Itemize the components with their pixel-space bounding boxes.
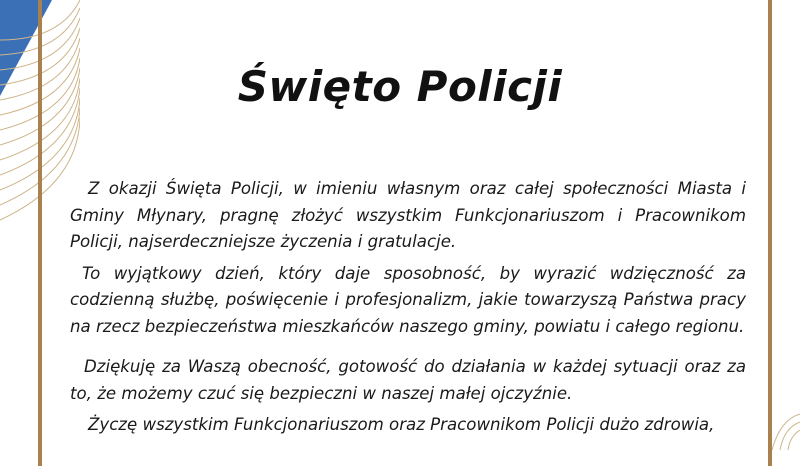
paragraph: To wyjątkowy dzień, który daje sposobność, by wyrazić wdzięczność za codzienną służbę, poświęcenie i profesjonalizm, jakie towarzyszą Państwa pracy na rzecz bezpieczeństwa mieszkańców naszego gminy, powiatu i całego regionu. — [70, 263, 746, 336]
paragraph: Z okazji Święta Policji, w imieniu własnym oraz całej społeczności Miasta i Gminy Młynary, pragnę złożyć wszystkim Funkcjonariuszom i Pracownikom Policji, najserdeczniejsze życzenia i gratulacje. — [70, 179, 746, 251]
paragraph: Życzę wszystkim Funkcjonariuszom oraz Pracownikom Policji dużo zdrowia, — [88, 415, 715, 434]
paragraph: Dziękuję za Waszą obecność, gotowość do działania w każdej sytuacji oraz za to, że możemy czuć się bezpieczni w naszej małej ojczyźnie. — [70, 357, 746, 403]
document-body — [70, 176, 746, 439]
page-title: Święto Policji — [237, 62, 563, 111]
